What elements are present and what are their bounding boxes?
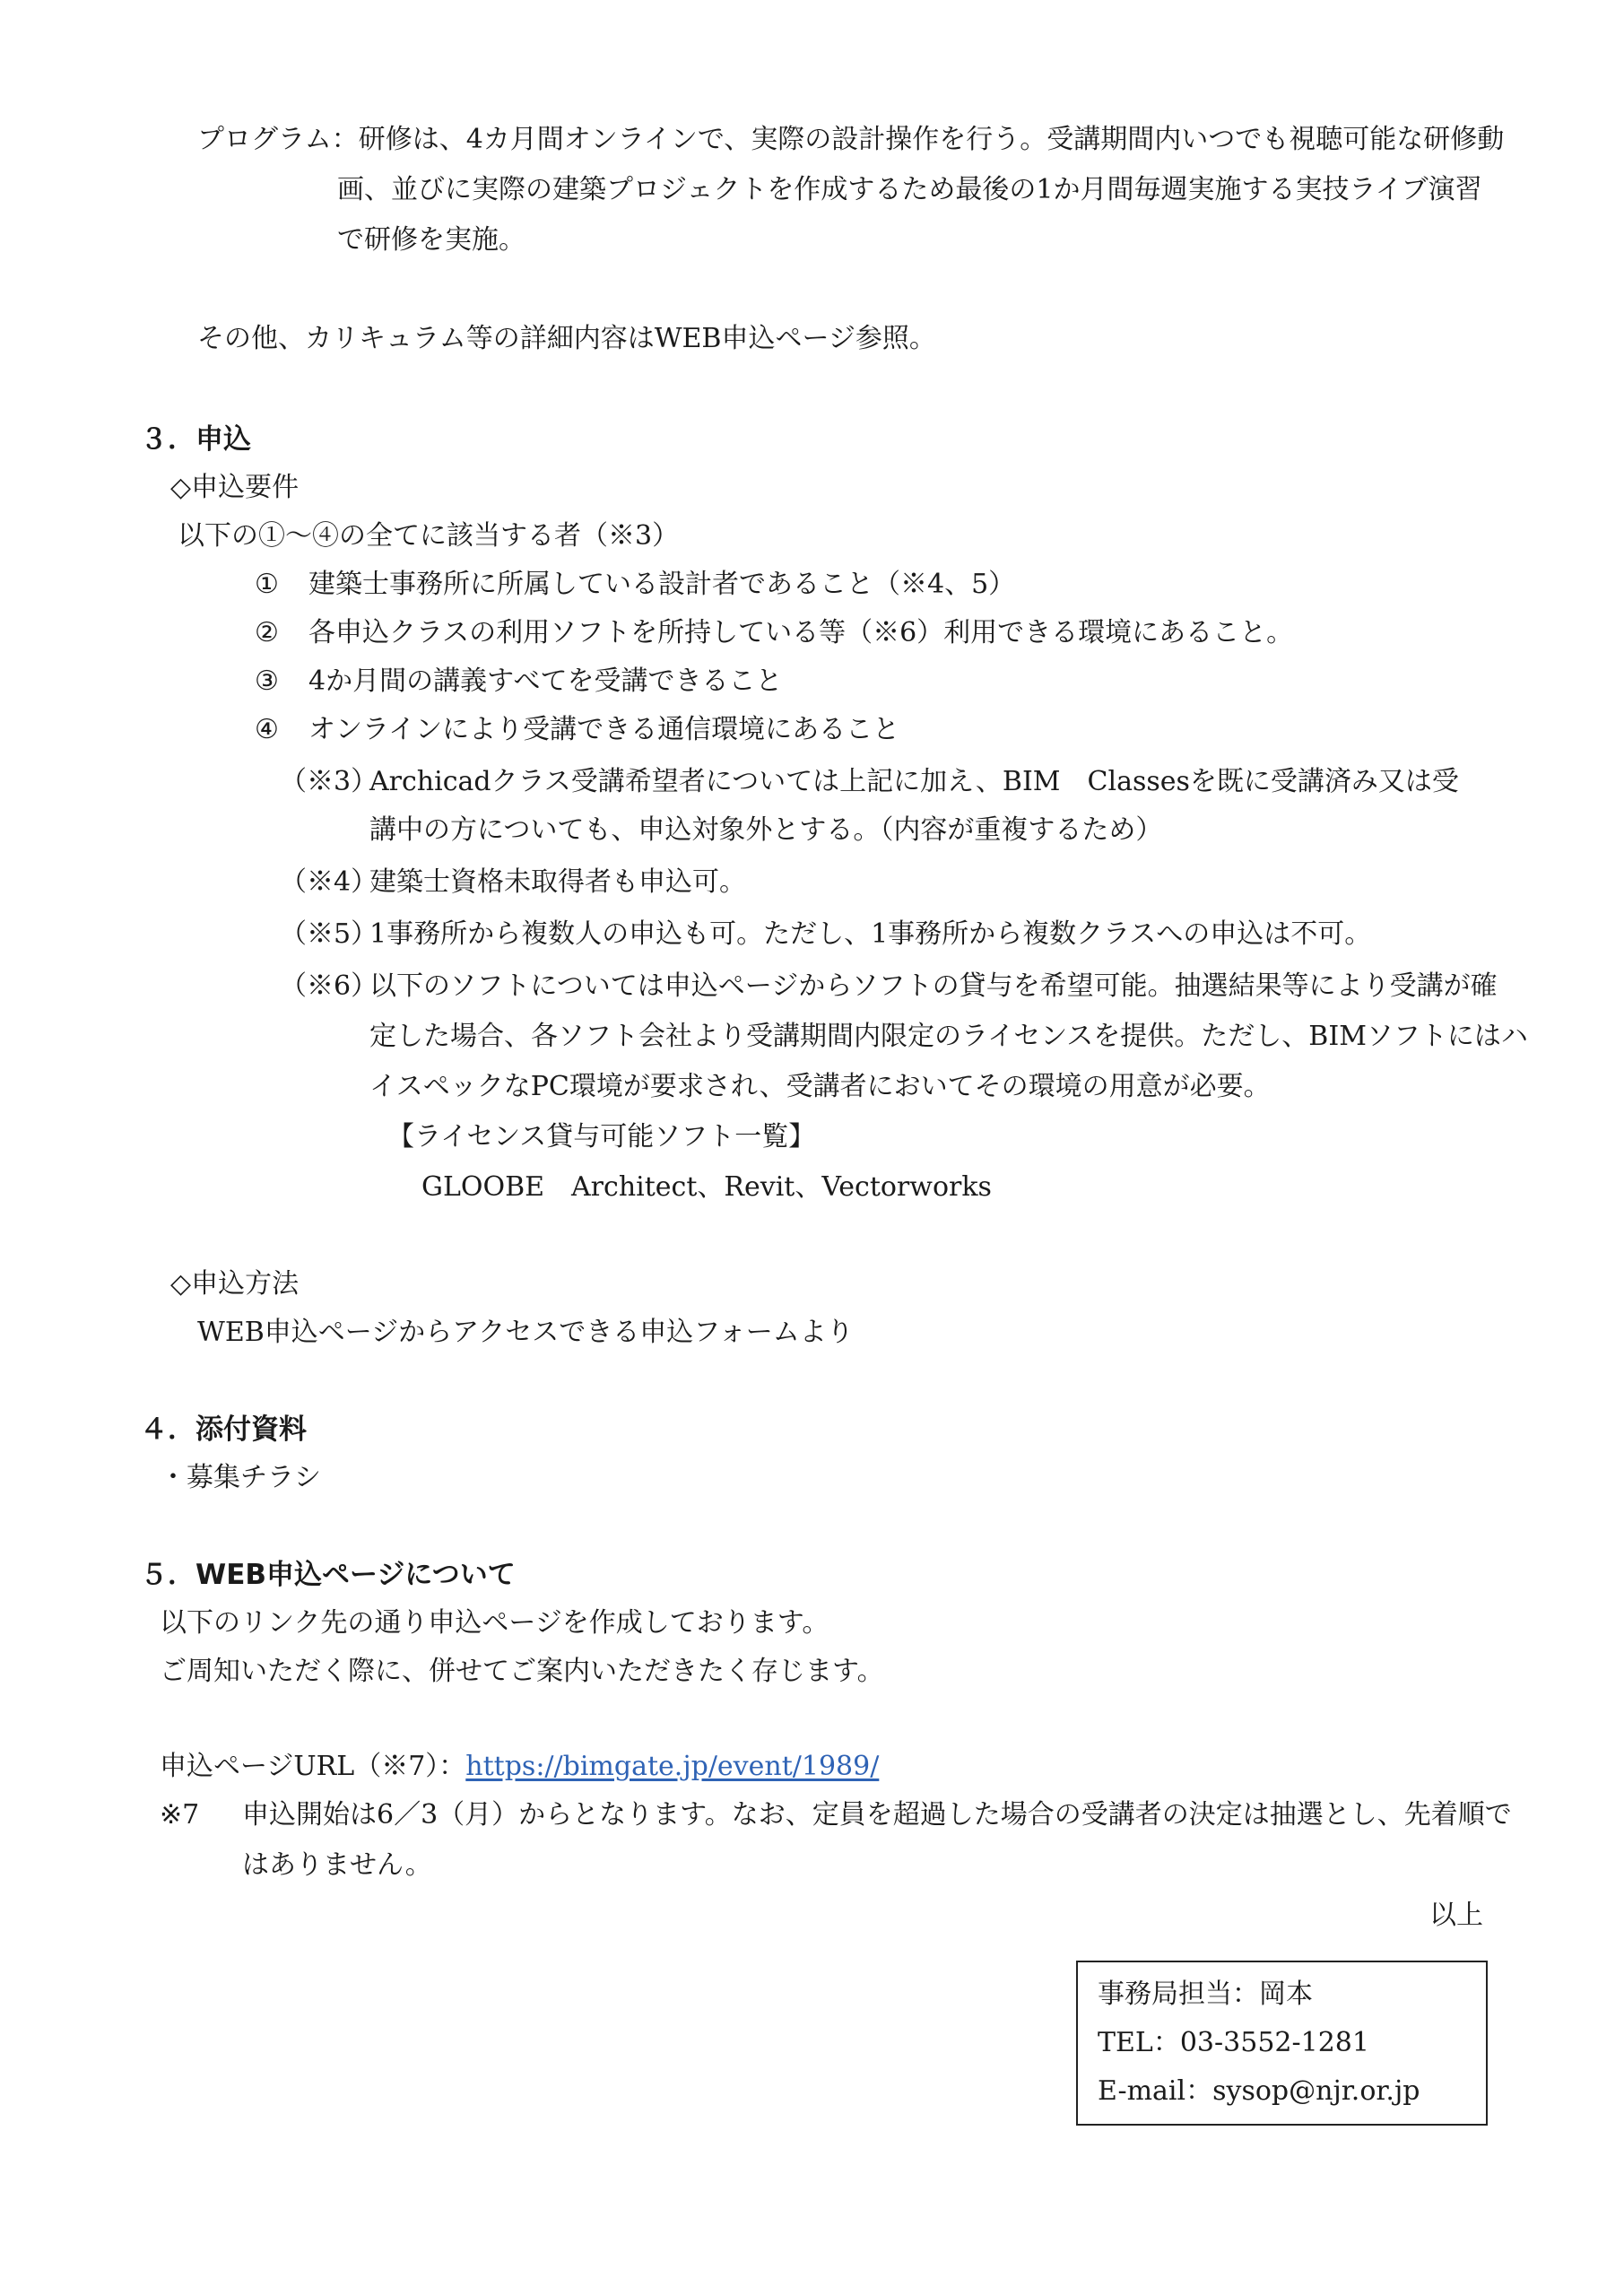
requirement-text: オンラインにより受講できる通信環境にあること — [308, 714, 900, 745]
note-4 — [280, 865, 746, 900]
url-label: 申込ページURL（※7）： — [160, 1751, 466, 1782]
section-5-heading: ５．WEB申込ページについて — [140, 1559, 516, 1591]
requirement-num: ④ — [255, 714, 279, 745]
note-mark: （※6） — [280, 970, 378, 1002]
other-note: その他、カリキュラム等の詳細内容はWEB申込ページ参照。 — [197, 323, 936, 354]
note-6-continued-2: イスペックなPC環境が要求され、受講者においてその環境の用意が必要。 — [369, 1071, 1271, 1102]
note-text: 以下のソフトについては申込ページからソフトの貸与を希望可能。抽選結果等により受講が確 — [369, 970, 1498, 1002]
note-text: 申込開始は6／3（月）からとなります。なお、定員を超過した場合の受講者の決定は抽選とし、先着順で — [242, 1799, 1512, 1831]
closing-text: 以上 — [1429, 1900, 1483, 1931]
note-6-continued-1: 定した場合、各ソフト会社より受講期間内限定のライセンスを提供。ただし、BIMソフトにはハ — [369, 1021, 1528, 1052]
attachment-item: ・募集チラシ — [160, 1462, 321, 1493]
requirement-text: 4か月間の講義すべてを受講できること — [308, 665, 783, 697]
note-mark: ※7 — [160, 1799, 200, 1831]
note-mark: （※4） — [280, 866, 378, 898]
note-text: 1事務所から複数人の申込も可。ただし、1事務所から複数クラスへの申込は不可。 — [369, 918, 1372, 950]
program-line-3: で研修を実施。 — [337, 224, 525, 256]
section-5-line-1: 以下のリンク先の通り申込ページを作成しております。 — [160, 1607, 829, 1639]
requirements-title: ◇申込要件 — [170, 472, 300, 503]
url-line — [160, 1749, 879, 1785]
section-4-heading: ４．添付資料 — [140, 1413, 307, 1446]
note-text: 建築士資格未取得者も申込可。 — [369, 866, 746, 898]
application-page-link[interactable]: https://bimgate.jp/event/1989/ — [465, 1751, 880, 1782]
license-software-list: GLOOBE Architect、Revit、Vectorworks — [421, 1171, 992, 1203]
requirements-intro: 以下の①～④の全てに該当する者（※3） — [178, 520, 680, 552]
requirement-text: 建築士事務所に所属している設計者であること（※4、5） — [308, 569, 1016, 600]
note-7 — [160, 1797, 1512, 1833]
contact-person: 事務局担当：岡本 — [1098, 1979, 1313, 2010]
note-mark: （※3） — [280, 766, 378, 797]
method-text: WEB申込ページからアクセスできる申込フォームより — [197, 1317, 854, 1348]
program-line-2: 画、並びに実際の建築プロジェクトを作成するため最後の1か月間毎週実施する実技ライブ演習 — [337, 174, 1482, 205]
contact-tel: TEL：03-3552-1281 — [1098, 2027, 1369, 2058]
contact-email: E-mail：sysop@njr.or.jp — [1098, 2075, 1420, 2107]
requirement-item-4 — [255, 712, 899, 748]
requirement-num: ① — [255, 569, 279, 600]
requirement-num: ② — [255, 617, 279, 648]
method-title: ◇申込方法 — [170, 1268, 300, 1300]
section-3-heading: ３．申込 — [140, 423, 251, 456]
license-list-title: 【ライセンス貸与可能ソフト一覧】 — [387, 1121, 816, 1152]
requirement-item-1 — [255, 567, 1015, 603]
section-5-line-2: ご周知いただく際に、併せてご案内いただきたく存じます。 — [160, 1656, 884, 1687]
program-line-1 — [197, 122, 1504, 158]
contact-box — [1076, 1961, 1488, 2126]
note-3 — [280, 764, 1459, 800]
note-5 — [280, 917, 1371, 952]
note-3-continued: 講中の方についても、申込対象外とする。（内容が重複するため） — [369, 814, 1163, 846]
requirement-item-3 — [255, 664, 783, 700]
program-text-1: 研修は、4カ月間オンラインで、実際の設計操作を行う。受講期間内いつでも視聴可能な研修動 — [358, 124, 1505, 155]
note-7-continued: はありません。 — [242, 1849, 432, 1881]
requirement-text: 各申込クラスの利用ソフトを所持している等（※6）利用できる環境にあること。 — [308, 617, 1294, 648]
program-label: プログラム： — [197, 124, 359, 155]
note-mark: （※5） — [280, 918, 378, 950]
requirement-num: ③ — [255, 665, 279, 697]
note-text: Archicadクラス受講希望者については上記に加え、BIM Classesを既に受講済み又は受 — [369, 766, 1459, 797]
requirement-item-2 — [255, 615, 1293, 651]
note-6 — [280, 969, 1498, 1004]
